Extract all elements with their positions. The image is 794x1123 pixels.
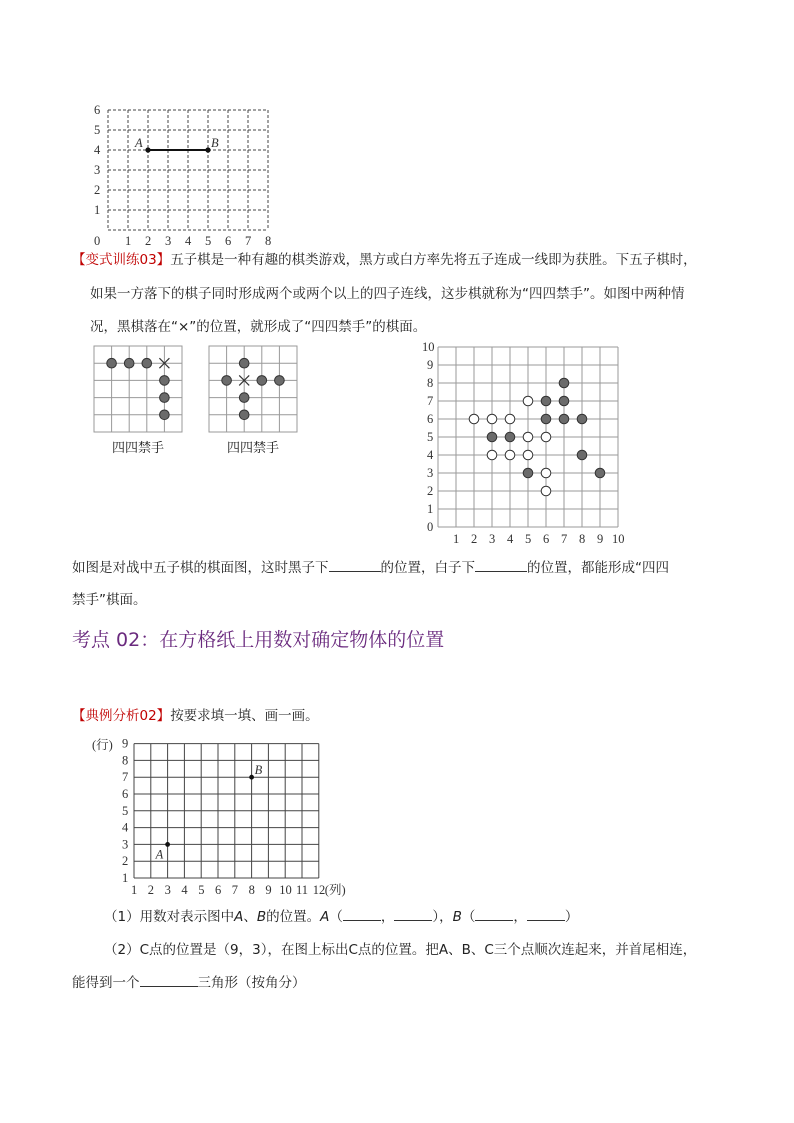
example2-grid	[90, 735, 390, 897]
point-a	[145, 147, 150, 152]
board-y-tick: 5	[427, 430, 434, 444]
exercise3-tag: 【变式训练03】	[72, 252, 171, 268]
column-axis-label: (列)	[324, 883, 346, 897]
board-x-tick: 8	[579, 532, 586, 546]
black-stone	[595, 468, 605, 478]
white-stone	[541, 468, 551, 478]
fig1-x-tick: 5	[205, 234, 212, 246]
black-stone	[577, 450, 587, 460]
black-stone	[559, 378, 569, 388]
board-x-tick: 1	[453, 532, 460, 546]
black-stone	[541, 396, 551, 406]
example2-y-tick: 3	[122, 837, 129, 852]
board-y-tick: 10	[422, 340, 435, 354]
white-stone	[541, 432, 551, 442]
example-board-2-caption: 四四禁手	[227, 441, 280, 456]
exercise3-line1: 【变式训练03】五子棋是一种有趣的棋类游戏，黑方或白方率先将五子连成一线即为获胜。下五子棋时，	[72, 252, 697, 268]
white-stone	[523, 450, 533, 460]
fig1-axis-labels	[94, 103, 271, 246]
section-heading: 考点 02：在方格纸上用数对确定物体的位置	[72, 629, 445, 651]
black-stone	[559, 414, 569, 424]
exercise3-question: 如图是对战中五子棋的棋面图，这时黑子下 的位置，白子下 的位置，都能形成“四四	[72, 557, 669, 578]
point-a-label: A	[135, 136, 143, 150]
fig1-x-tick: 1	[125, 234, 132, 246]
gomoku-board	[418, 340, 630, 548]
example2-x-tick: 11	[296, 883, 309, 897]
fig1-x-tick: 7	[245, 234, 252, 246]
board2-gridlines	[209, 346, 297, 432]
fig1-y-tick: 2	[94, 183, 101, 197]
white-stone	[469, 414, 479, 424]
example2-intro: 【典例分析02】按要求填一填、画一画。	[72, 708, 319, 724]
white-stone	[505, 450, 515, 460]
example-board-1	[92, 344, 184, 434]
example2-x-tick: 2	[147, 883, 155, 897]
black-stone	[505, 432, 515, 442]
fig1-x-tick: 8	[265, 234, 272, 246]
example-board-1-caption: 四四禁手	[112, 441, 165, 456]
example2-x-tick: 6	[215, 883, 222, 897]
board-x-tick: 3	[489, 532, 496, 546]
exercise3-line3: 况，黑棋落在“×”的位置，就形成了“四四禁手”的棋面。	[90, 319, 427, 335]
fig1-x-tick: 0	[94, 234, 101, 246]
row-axis-label: (行)	[92, 738, 113, 752]
example2-y-tick: 2	[122, 854, 129, 869]
board-x-tick: 2	[471, 532, 478, 546]
blank-black-position[interactable]	[329, 557, 381, 572]
blank-a-row[interactable]	[394, 906, 432, 921]
fig1-x-tick: 4	[185, 234, 192, 246]
white-stone	[487, 414, 497, 424]
blank-a-column[interactable]	[343, 906, 381, 921]
board-y-tick: 8	[427, 376, 434, 390]
black-stone	[541, 414, 551, 424]
board-axis-labels	[422, 340, 625, 546]
example2-x-tick: 4	[181, 883, 188, 897]
example2-x-tick: 1	[131, 883, 138, 897]
fig1-y-tick: 5	[94, 123, 101, 137]
board-x-tick: 6	[543, 532, 550, 546]
fig1-gridlines	[108, 110, 268, 230]
example2-y-tick: 8	[122, 753, 129, 768]
example2-y-tick: 1	[122, 871, 129, 885]
point-a	[165, 842, 170, 847]
example2-y-tick: 7	[122, 770, 129, 785]
fig1-x-tick: 6	[225, 234, 232, 246]
fig1-y-tick: 6	[94, 103, 101, 117]
fig1-x-tick: 2	[145, 234, 152, 246]
black-stone	[577, 414, 587, 424]
example2-y-tick: 9	[122, 736, 129, 751]
blank-b-column[interactable]	[475, 906, 513, 921]
example2-question2-line2: 能得到一个 三角形（按角分）	[72, 972, 306, 993]
board-y-tick: 7	[427, 394, 434, 408]
example2-question1: （1）用数对表示图中A、B的位置。A（ ， ），B（ ， ）	[104, 906, 578, 927]
board-x-tick: 5	[525, 532, 532, 546]
fig1-grid	[88, 96, 278, 246]
example2-x-tick: 10	[279, 883, 292, 897]
example2-x-tick: 3	[164, 883, 171, 897]
example2-question2: （2）C点的位置是（9，3），在图上标出C点的位置。把A、B、C三个点顺次连起来，并首尾相连，	[104, 942, 697, 958]
board-x-tick: 9	[597, 532, 604, 546]
example2-x-tick: 8	[248, 883, 255, 897]
fig1-y-tick: 3	[94, 163, 101, 177]
example2-y-tick: 6	[122, 787, 129, 801]
white-stone	[541, 486, 551, 496]
board2-black-stones	[222, 358, 284, 419]
board-y-tick: 9	[427, 358, 434, 372]
board-x-tick: 10	[612, 532, 625, 546]
board-x-tick: 7	[561, 532, 568, 546]
black-stone	[487, 432, 497, 442]
blank-white-position[interactable]	[475, 557, 527, 572]
white-stone	[523, 432, 533, 442]
board-y-tick: 3	[427, 466, 434, 480]
fig1-x-tick: 3	[165, 234, 172, 246]
board-y-tick: 1	[427, 502, 434, 516]
white-stone	[505, 414, 515, 424]
example-board-2	[207, 344, 299, 434]
fig1-y-tick: 4	[94, 143, 101, 157]
point-b	[205, 147, 210, 152]
point-b	[249, 775, 254, 780]
point-b-label: B	[254, 763, 263, 778]
point-a-label: A	[155, 847, 164, 862]
board-y-tick: 2	[427, 484, 434, 498]
example2-y-tick: 4	[122, 820, 129, 835]
board-y-tick: 0	[427, 520, 434, 534]
board-y-tick: 6	[427, 412, 434, 426]
black-stone	[559, 396, 569, 406]
white-stone	[487, 450, 497, 460]
board-y-tick: 4	[427, 448, 434, 462]
fig1-y-tick: 1	[94, 203, 101, 217]
blank-b-row[interactable]	[527, 906, 565, 921]
example2-x-tick: 7	[231, 883, 239, 897]
black-stone	[523, 468, 533, 478]
exercise3-line2: 如果一方落下的棋子同时形成两个或两个以上的四子连线，这步棋就称为“四四禁手”。如图中两种情	[90, 286, 685, 302]
example2-tag: 【典例分析02】	[72, 708, 171, 724]
example2-y-tick: 5	[122, 803, 129, 818]
white-stone	[523, 396, 533, 406]
board-x-tick: 4	[507, 532, 514, 546]
blank-triangle-type[interactable]	[140, 972, 198, 987]
example2-x-tick: 9	[265, 883, 272, 897]
point-b-label: B	[211, 136, 219, 150]
example2-x-tick: 5	[198, 883, 205, 897]
example2-x-tick: 12	[312, 883, 326, 897]
exercise3-question-line2: 禁手”棋面。	[72, 592, 147, 608]
